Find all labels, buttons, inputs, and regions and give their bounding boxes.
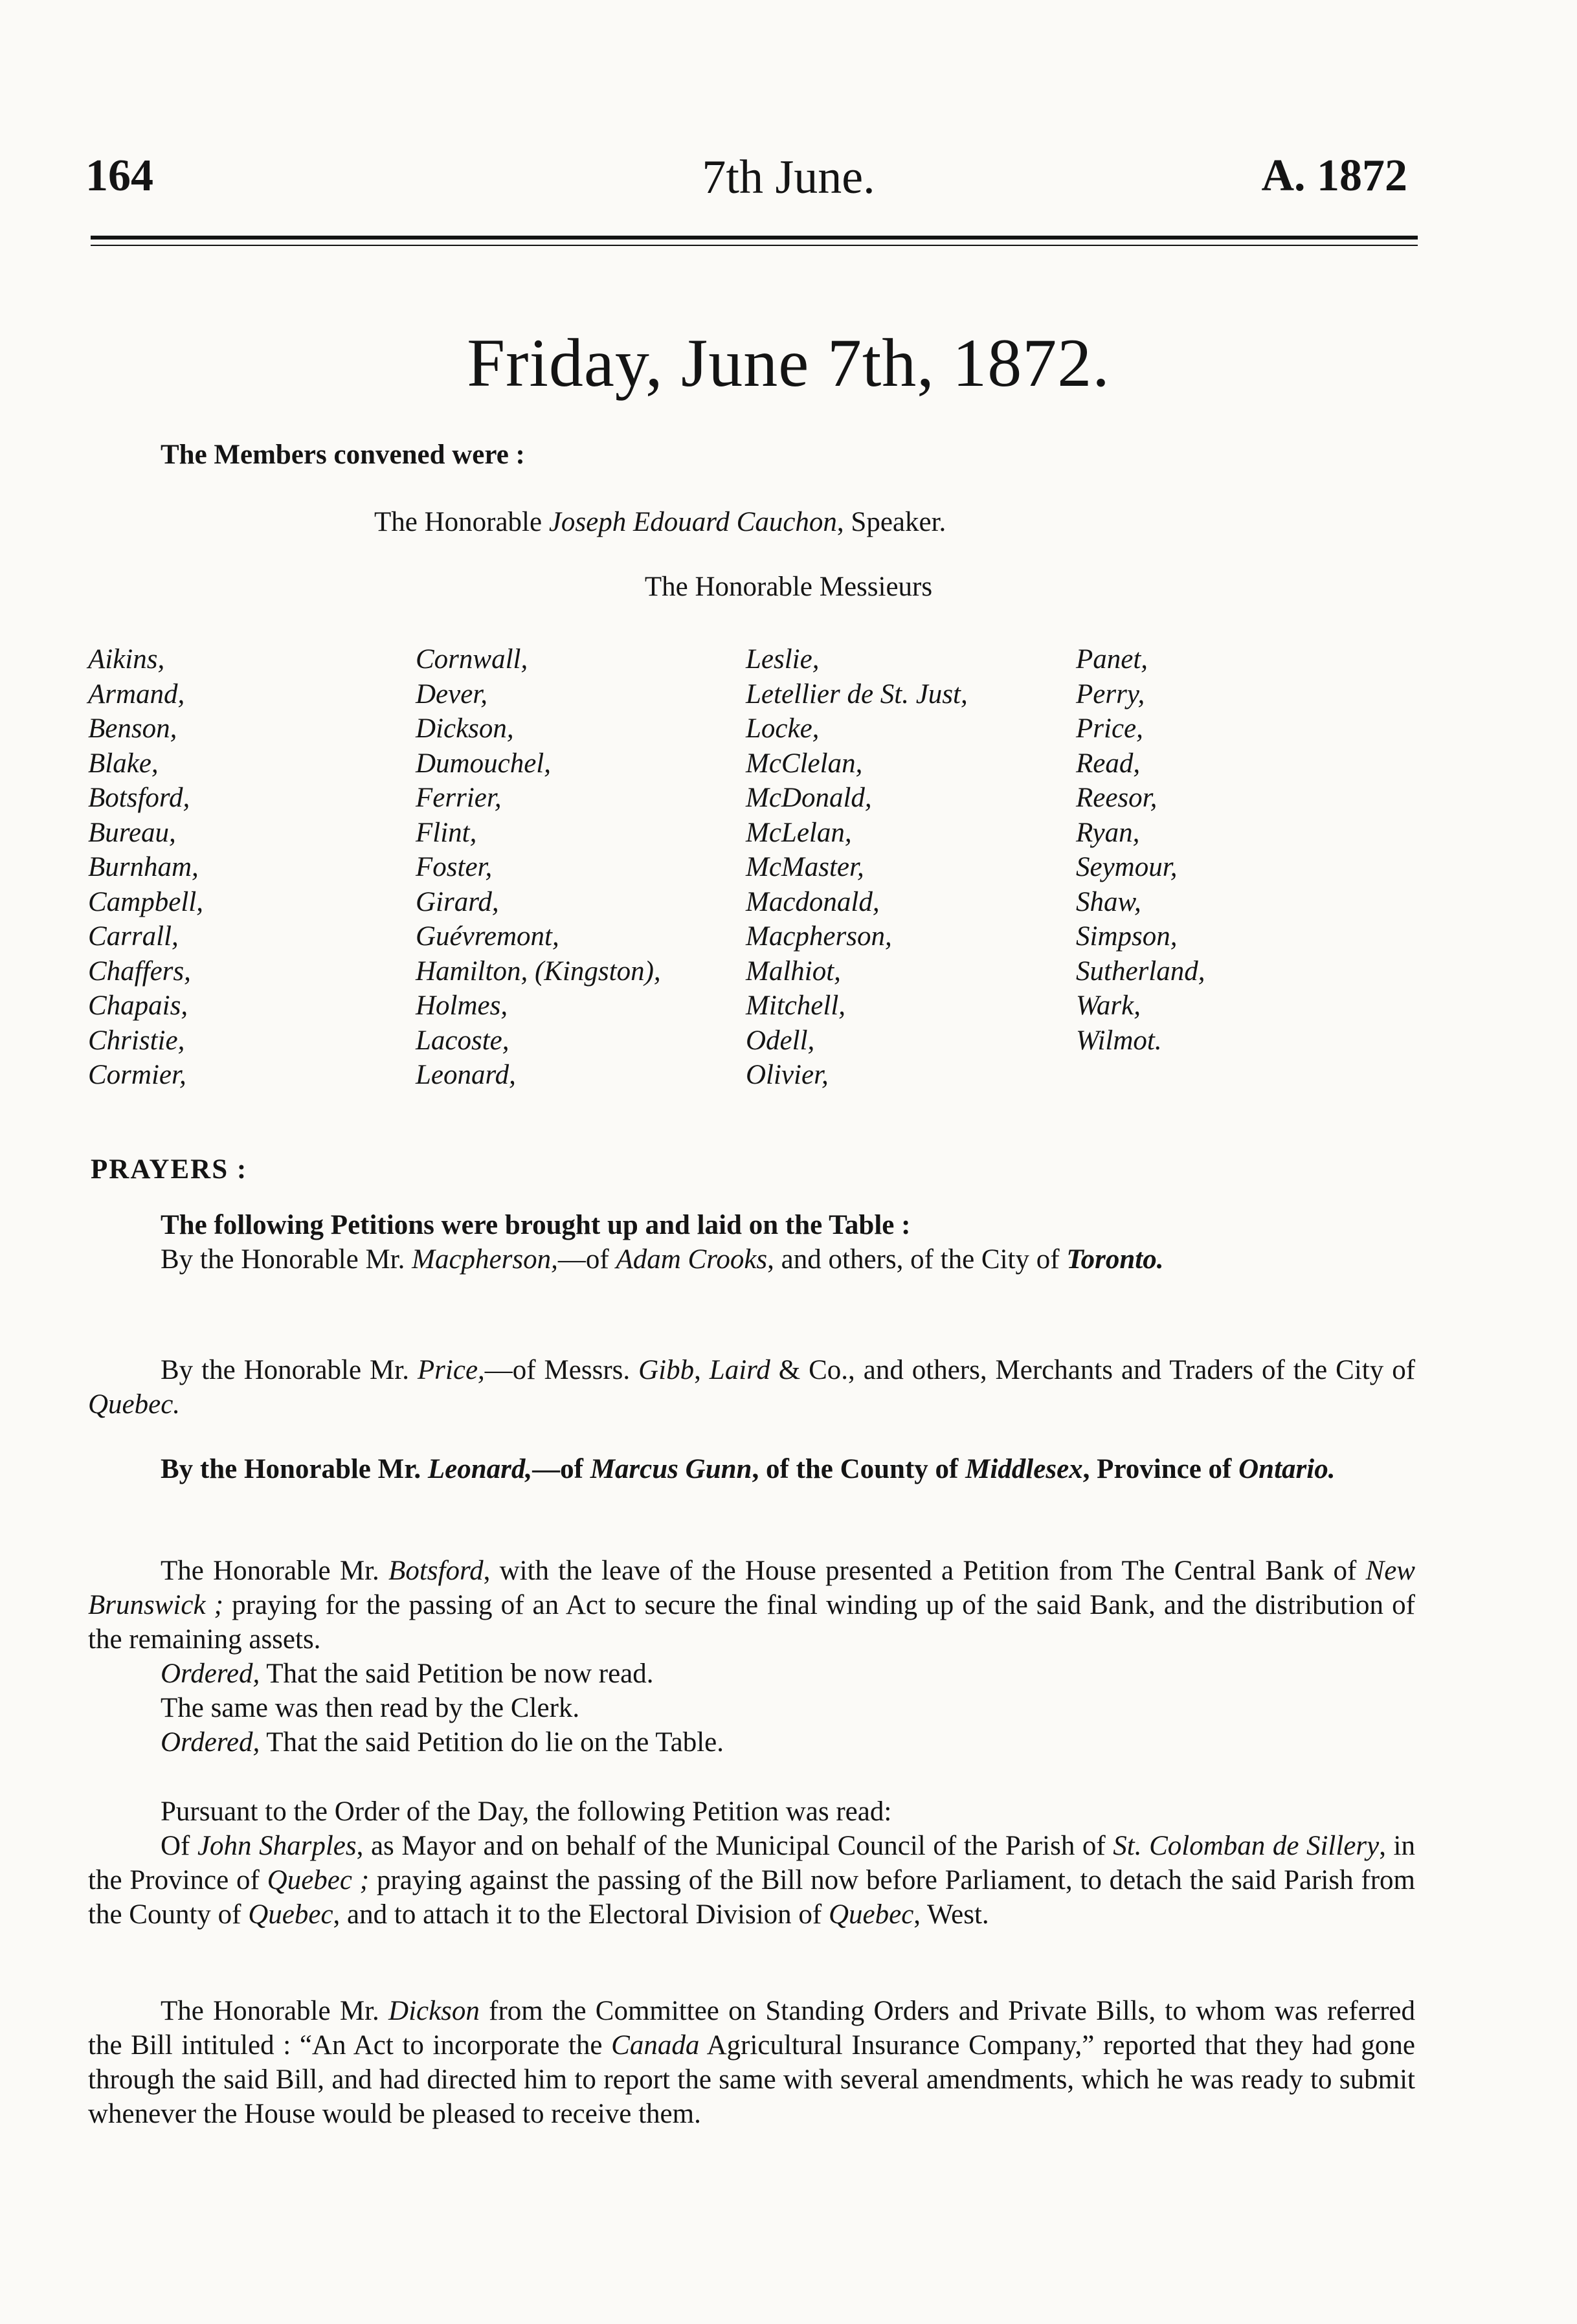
member-name: Macdonald, — [746, 886, 880, 917]
text-run: By the Honorable Mr. — [161, 1454, 428, 1484]
company-name: Canada — [611, 2030, 700, 2061]
petition-leonard — [88, 1452, 1415, 1486]
member-names-column-4 — [1076, 642, 1205, 1058]
member-names-column-2 — [416, 642, 661, 1093]
member-name: Leslie, — [746, 644, 820, 675]
member-name: Malhiot, — [746, 955, 841, 987]
text-run: , of the County of — [752, 1454, 966, 1484]
text-run: —of — [557, 1244, 616, 1275]
header-rule-thick — [91, 236, 1418, 240]
member-name: Sutherland, — [1076, 955, 1205, 987]
members-convened-line: The Members convened were : — [161, 440, 525, 470]
running-date: 7th June. — [702, 151, 875, 204]
member-name: Cormier, — [88, 1060, 186, 1090]
speaker-name: Joseph Edouard Cauchon — [548, 507, 837, 537]
member-names-column-1 — [88, 642, 203, 1093]
province-name: Ontario. — [1238, 1454, 1336, 1484]
member-name: Wilmot. — [1076, 1025, 1162, 1056]
member-name: Macpherson, — [746, 921, 892, 952]
text-run: praying against the passing of the Bill now before Parliament, to detach the said Parish from the County of — [88, 1865, 1415, 1930]
dickson-report — [88, 1994, 1415, 2131]
header-rule-thin — [91, 245, 1418, 246]
member-name: Flint, — [416, 817, 477, 848]
member-name: Chapais, — [88, 990, 188, 1021]
member-name: McLelan, — [746, 817, 852, 848]
text-run: The Honorable Mr. — [161, 1556, 389, 1586]
text-run: Of — [161, 1831, 197, 1861]
text-run: Agricultural Insurance Company,” reported that they had gone through the said Bill, and had directed him to report the same with several amendments, which he was ready to submit whenever the House would be pleased to receive them. — [88, 2030, 1415, 2129]
botsford-petition — [88, 1554, 1415, 1760]
member-name: Botsford — [388, 1556, 484, 1586]
member-name: Macpherson, — [412, 1244, 558, 1275]
member-name: Olivier, — [746, 1060, 829, 1090]
member-name: Girard, — [416, 886, 499, 917]
place-name: Toronto. — [1066, 1244, 1164, 1275]
member-name: Odell, — [746, 1025, 815, 1056]
member-name: Locke, — [746, 713, 820, 744]
member-name: Panet, — [1076, 644, 1148, 675]
member-name: McClelan, — [746, 748, 863, 779]
member-name: Letellier de St. Just, — [746, 678, 968, 709]
running-year: A. 1872 — [1261, 151, 1407, 201]
member-name: Holmes, — [416, 990, 508, 1021]
member-name: Read, — [1076, 748, 1141, 779]
member-name: Blake, — [88, 748, 159, 779]
member-name: Campbell, — [88, 886, 203, 917]
order-text: That the said Petition do lie on the Table. — [260, 1727, 724, 1758]
parish-name: St. Colomban de Sillery — [1113, 1831, 1380, 1861]
ordered-label: Ordered, — [161, 1659, 260, 1689]
member-name: Hamilton, (Kingston), — [416, 955, 661, 987]
text-run: , Province of — [1082, 1454, 1239, 1484]
member-name: Price, — [417, 1355, 485, 1385]
member-name: Reesor, — [1076, 783, 1158, 813]
ordered-label: Ordered, — [161, 1727, 260, 1758]
member-name: Mitchell, — [746, 990, 846, 1021]
member-name: Dever, — [416, 678, 488, 709]
member-name: McMaster, — [746, 852, 864, 882]
division-name: Quebec — [828, 1899, 914, 1930]
place-name: Quebec. — [88, 1389, 181, 1420]
text-run: By the Honorable Mr. — [161, 1355, 418, 1385]
member-name: Armand, — [88, 678, 185, 709]
page-title: Friday, June 7th, 1872. — [467, 325, 1110, 401]
member-name: Seymour, — [1076, 852, 1178, 882]
petition-price — [88, 1353, 1415, 1422]
petitioner-name: Gibb — [638, 1355, 695, 1385]
text-run: —of Messrs. — [484, 1355, 639, 1385]
member-name: Aikins, — [88, 644, 165, 675]
petitioner-name: Marcus Gunn — [590, 1454, 752, 1484]
member-name: Ferrier, — [416, 783, 502, 813]
member-names-column-3 — [746, 642, 968, 1093]
order-text: That the said Petition be now read. — [260, 1659, 654, 1689]
member-name: Foster, — [416, 852, 493, 882]
messieurs-heading: The Honorable Messieurs — [644, 572, 933, 602]
speaker-line — [374, 506, 946, 538]
read-by-clerk: The same was then read by the Clerk. — [161, 1693, 580, 1723]
member-name: Chaffers, — [88, 955, 191, 987]
place-name: New Brunswick ; — [88, 1556, 1415, 1620]
petitions-section — [88, 1208, 1415, 1277]
member-name: Dickson, — [416, 713, 514, 744]
county-name: Quebec — [248, 1899, 333, 1930]
text-run: , — [694, 1355, 710, 1385]
speaker-suffix: , Speaker. — [836, 507, 946, 537]
member-name: Christie, — [88, 1025, 185, 1056]
member-name: Perry, — [1076, 678, 1145, 709]
text-run: The Honorable Mr. — [161, 1996, 389, 2026]
province-name: Quebec ; — [267, 1865, 370, 1895]
member-name: Burnham, — [88, 852, 199, 882]
prayers-heading: PRAYERS : — [91, 1154, 248, 1185]
petition-macpherson — [88, 1242, 1415, 1277]
member-name: Lacoste, — [416, 1025, 509, 1056]
member-name: Simpson, — [1076, 921, 1178, 952]
member-name: Bureau, — [88, 817, 176, 848]
member-name: Guévremont, — [416, 921, 559, 952]
page-number: 164 — [85, 151, 153, 201]
text-run: from the Committee on Standing Orders and Private Bills, to whom was referred the Bill intituled : “An Act to incorporate the — [88, 1996, 1415, 2061]
text-run: & Co., and others, Merchants and Traders of the City of — [770, 1355, 1416, 1385]
member-name: Ryan, — [1076, 817, 1140, 848]
petitioner-name: John Sharples — [197, 1831, 357, 1861]
member-name: Carrall, — [88, 921, 179, 952]
member-name: Leonard, — [416, 1060, 516, 1090]
county-name: Middlesex — [965, 1454, 1083, 1484]
running-head — [0, 150, 1577, 208]
pursuant-intro: Pursuant to the Order of the Day, the following Petition was read: — [161, 1796, 892, 1827]
member-name: Dickson — [388, 1996, 480, 2026]
member-name: Price, — [1076, 713, 1143, 744]
text-run: , West. — [913, 1899, 989, 1930]
text-run: —of — [532, 1454, 590, 1484]
petitioner-name: Adam Crooks — [616, 1244, 768, 1275]
member-name: Shaw, — [1076, 886, 1141, 917]
text-run: , and to attach it to the Electoral Division of — [333, 1899, 829, 1930]
member-name: Wark, — [1076, 990, 1141, 1021]
member-name: Cornwall, — [416, 644, 528, 675]
member-name: Benson, — [88, 713, 177, 744]
member-name: Dumouchel, — [416, 748, 551, 779]
member-name: Leonard, — [427, 1454, 533, 1484]
petitions-intro: The following Petitions were brought up and laid on the Table : — [161, 1210, 911, 1240]
text-run: , in the Province of — [88, 1831, 1416, 1895]
text-run: By the Honorable Mr. — [161, 1244, 412, 1275]
pursuant-petition — [88, 1794, 1415, 1932]
member-name: Botsford, — [88, 783, 190, 813]
text-run: , as Mayor and on behalf of the Municipal Council of the Parish of — [356, 1831, 1113, 1861]
text-run: praying for the passing of an Act to secure the final winding up of the said Bank, and the distribution of the remaining assets. — [88, 1590, 1415, 1655]
speaker-prefix: The Honorable — [374, 507, 549, 537]
petitioner-name: Laird — [709, 1355, 770, 1385]
member-name: McDonald, — [746, 783, 872, 813]
text-run: , with the leave of the House presented a Petition from The Central Bank of — [483, 1556, 1366, 1586]
text-run: , and others, of the City of — [767, 1244, 1067, 1275]
